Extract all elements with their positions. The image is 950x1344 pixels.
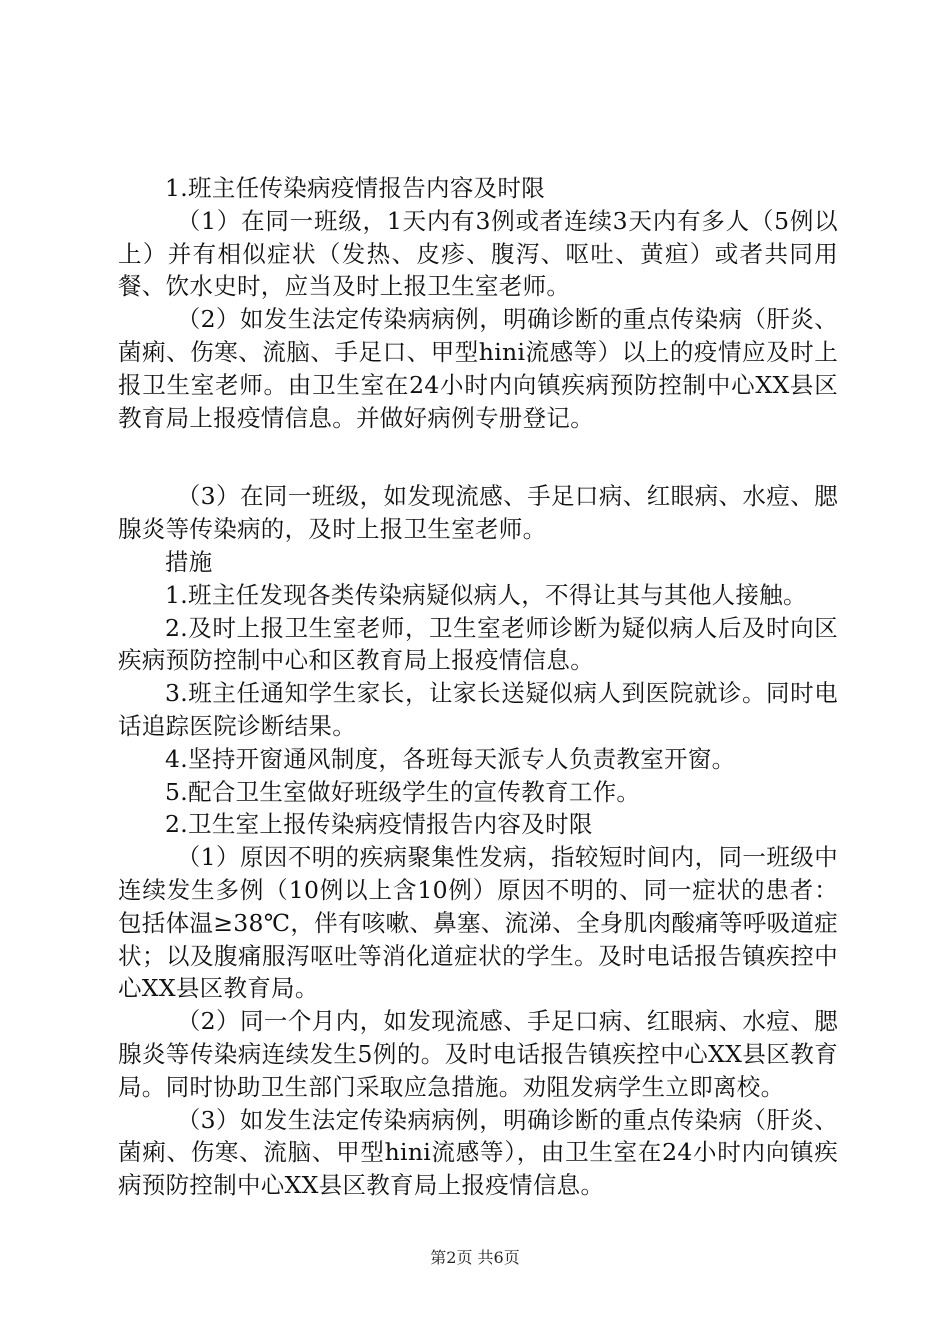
measure-item-1: 1.班主任发现各类传染病疑似病人，不得让其与其他人接触。 xyxy=(165,580,807,609)
measure-item-4: 4.坚持开窗通风制度，各班每天派专人负责教室开窗。 xyxy=(165,744,736,773)
document-body xyxy=(118,172,838,1202)
paragraph-gap xyxy=(118,434,838,480)
section-heading-class-teacher: 1.班主任传染病疫情报告内容及时限 xyxy=(165,174,546,202)
paragraph-item-2: （2）如发生法定传染病病例，明确诊断的重点传染病（肝炎、菌痢、伤寒、流脑、手足口、甲型hini流感等）以上的疫情应及时上报卫生室老师。由卫生室在24小时内向镇疾病预防控制中心XX县区教育局上报疫情信息。并做好病例专册登记。 xyxy=(118,305,838,432)
paragraph-item-1: （1）在同一班级，1天内有3例或者连续3天内有多人（5例以上）并有相似症状（发热、皮疹、腹泻、呕吐、黄疸）或者共同用餐、饮水史时，应当及时上报卫生室老师。 xyxy=(118,206,838,301)
measure-item-2: 2.及时上报卫生室老师，卫生室老师诊断为疑似病人后及时向区疾病预防控制中心和区教育局上报疫情信息。 xyxy=(118,613,838,675)
measure-item-3: 3.班主任通知学生家长，让家长送疑似病人到医院就诊。同时电话追踪医院诊断结果。 xyxy=(118,679,838,740)
measure-item-5: 5.配合卫生室做好班级学生的宣传教育工作。 xyxy=(165,777,641,806)
page-number-footer: 第2页 共6页 xyxy=(430,1248,520,1267)
measures-heading: 措施 xyxy=(165,547,213,576)
clinic-item-2: （2）同一个月内，如发现流感、手足口病、红眼病、水痘、腮腺炎等传染病连续发生5例的。及时电话报告镇疾控中心XX县区教育局。同时协助卫生部门采取应急措施。劝阻发病学生立即离校。 xyxy=(118,1007,838,1101)
paragraph-item-3: （3）在同一班级，如发现流感、手足口病、红眼病、水痘、腮腺炎等传染病的，及时上报卫生室老师。 xyxy=(118,482,838,544)
clinic-item-3: （3）如发生法定传染病病例，明确诊断的重点传染病（肝炎、菌痢、伤寒、流脑、甲型hini流感等），由卫生室在24小时内向镇疾病预防控制中心XX县区教育局上报疫情信息。 xyxy=(118,1105,838,1200)
section-heading-clinic: 2.卫生室上报传染病疫情报告内容及时限 xyxy=(165,810,593,839)
clinic-item-1: （1）原因不明的疾病聚集性发病，指较短时间内，同一班级中连续发生多例（10例以上含10例）原因不明的、同一症状的患者：包括体温≥38℃，伴有咳嗽、鼻塞、流涕、全身肌肉酸痛等呼吸道症状；以及腹痛服泻呕吐等消化道症状的学生。及时电话报告镇疾控中心XX县区教育局。 xyxy=(118,843,838,1003)
